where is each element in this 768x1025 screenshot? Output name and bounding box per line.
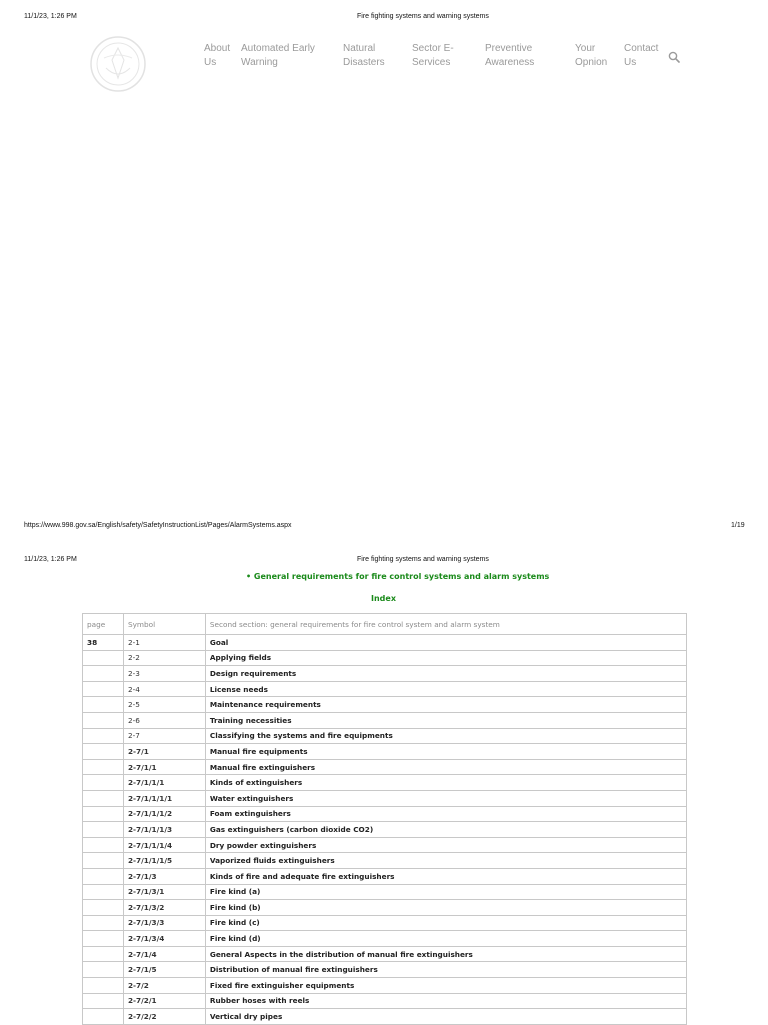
row-page	[83, 744, 124, 760]
row-symbol: 2-7/1/1/1/2	[123, 806, 205, 822]
row-title: Foam extinguishers	[205, 806, 686, 822]
row-symbol: 2-7/1	[123, 744, 205, 760]
search-button[interactable]	[668, 50, 682, 64]
row-symbol: 2-2	[123, 650, 205, 666]
row-page	[83, 681, 124, 697]
nav-label-line2: Warning	[241, 57, 278, 68]
row-title: Manual fire equipments	[205, 744, 686, 760]
search-icon	[668, 51, 680, 63]
row-title: Applying fields	[205, 650, 686, 666]
row-symbol: 2-7	[123, 728, 205, 744]
site-logo[interactable]	[88, 34, 148, 94]
row-symbol: 2-7/1/1/1/3	[123, 822, 205, 838]
column-header-symbol: Symbol	[123, 614, 205, 635]
row-title: Fire kind (d)	[205, 931, 686, 947]
row-symbol: 2-6	[123, 712, 205, 728]
nav-label-line2: Disasters	[343, 57, 385, 68]
table-row	[83, 868, 687, 884]
row-title: Dry powder extinguishers	[205, 837, 686, 853]
row-title: Design requirements	[205, 666, 686, 682]
row-symbol: 2-7/1/5	[123, 962, 205, 978]
row-symbol: 2-7/2/1	[123, 993, 205, 1009]
table-row	[83, 962, 687, 978]
table-row	[83, 650, 687, 666]
row-symbol: 2-7/1/1	[123, 759, 205, 775]
section-heading: • General requirements for fire control systems and alarm systems	[246, 572, 550, 581]
row-symbol: 2-5	[123, 697, 205, 713]
row-title: Kinds of extinguishers	[205, 775, 686, 791]
row-page	[83, 853, 124, 869]
row-symbol: 2-7/1/3/4	[123, 931, 205, 947]
table-row	[83, 946, 687, 962]
table-row	[83, 900, 687, 916]
table-row	[83, 759, 687, 775]
nav-contact-us[interactable]	[624, 42, 658, 70]
index-label: Index	[371, 594, 396, 603]
table-row	[83, 681, 687, 697]
row-symbol: 2-7/1/1/1/5	[123, 853, 205, 869]
row-title: Rubber hoses with reels	[205, 993, 686, 1009]
table-header-row	[83, 614, 687, 635]
nav-natural-disasters[interactable]	[343, 42, 385, 70]
table-row	[83, 978, 687, 994]
nav-label-line1: Natural	[343, 43, 376, 54]
table-row	[83, 1009, 687, 1025]
nav-preventive-awareness[interactable]	[485, 42, 534, 70]
row-symbol: 2-3	[123, 666, 205, 682]
nav-label-line1: About	[204, 43, 231, 54]
row-page	[83, 962, 124, 978]
print-page-title: Fire fighting systems and warning systems	[357, 556, 489, 563]
nav-label-line2: Opnion	[575, 57, 608, 68]
row-title: Gas extinguishers (carbon dioxide CO2)	[205, 822, 686, 838]
table-row	[83, 931, 687, 947]
row-title: License needs	[205, 681, 686, 697]
print-url: https://www.998.gov.sa/English/safety/SafetyInstructionList/Pages/AlarmSystems.aspx	[24, 522, 292, 529]
row-page	[83, 1009, 124, 1025]
row-page: 38	[83, 635, 124, 651]
table-row	[83, 993, 687, 1009]
row-symbol: 2-7/1/3/3	[123, 915, 205, 931]
row-title: Goal	[205, 635, 686, 651]
table-row	[83, 853, 687, 869]
row-page	[83, 650, 124, 666]
table-row	[83, 884, 687, 900]
row-title: Fire kind (c)	[205, 915, 686, 931]
row-page	[83, 666, 124, 682]
row-symbol: 2-7/1/4	[123, 946, 205, 962]
row-title: Classifying the systems and fire equipments	[205, 728, 686, 744]
column-header-section: Second section: general requirements for fire control system and alarm system	[205, 614, 686, 635]
row-symbol: 2-1	[123, 635, 205, 651]
row-page	[83, 790, 124, 806]
row-page	[83, 775, 124, 791]
row-page	[83, 837, 124, 853]
row-page	[83, 728, 124, 744]
row-title: Maintenance requirements	[205, 697, 686, 713]
column-header-page: page	[83, 614, 124, 635]
row-title: Fixed fire extinguisher equipments	[205, 978, 686, 994]
nav-automated-early-warning[interactable]	[241, 42, 315, 70]
row-symbol: 2-7/1/1/1/1	[123, 790, 205, 806]
nav-label-line1: Automated Early	[241, 43, 315, 54]
row-page	[83, 884, 124, 900]
table-row	[83, 775, 687, 791]
row-symbol: 2-7/2/2	[123, 1009, 205, 1025]
row-title: Fire kind (b)	[205, 900, 686, 916]
print-datetime: 11/1/23, 1:26 PM	[24, 13, 77, 20]
row-page	[83, 931, 124, 947]
row-page	[83, 759, 124, 775]
nav-your-opnion[interactable]	[575, 42, 607, 70]
print-datetime: 11/1/23, 1:26 PM	[24, 556, 77, 563]
table-row	[83, 728, 687, 744]
row-page	[83, 822, 124, 838]
row-page	[83, 946, 124, 962]
index-table	[82, 613, 687, 1025]
nav-sector-e-services[interactable]	[412, 42, 454, 70]
row-page	[83, 712, 124, 728]
row-title: Training necessities	[205, 712, 686, 728]
row-page	[83, 993, 124, 1009]
nav-label-line2: Us	[204, 57, 217, 68]
row-symbol: 2-7/1/3/2	[123, 900, 205, 916]
nav-label-line1: Your	[575, 43, 596, 54]
row-page	[83, 868, 124, 884]
row-title: Vertical dry pipes	[205, 1009, 686, 1025]
row-title: Manual fire extinguishers	[205, 759, 686, 775]
nav-label-line1: Contact	[624, 43, 659, 54]
nav-label-line1: Preventive	[485, 43, 533, 54]
row-page	[83, 978, 124, 994]
main-nav	[204, 42, 684, 72]
row-page	[83, 697, 124, 713]
row-symbol: 2-7/2	[123, 978, 205, 994]
table-row	[83, 837, 687, 853]
nav-label-line2: Awareness	[485, 57, 535, 68]
table-row	[83, 822, 687, 838]
print-page-title: Fire fighting systems and warning systems	[357, 13, 489, 20]
nav-label-line1: Sector E-	[412, 43, 454, 54]
table-row	[83, 697, 687, 713]
row-symbol: 2-7/1/1/1	[123, 775, 205, 791]
row-page	[83, 900, 124, 916]
emblem-icon	[88, 34, 148, 94]
row-title: General Aspects in the distribution of manual fire extinguishers	[205, 946, 686, 962]
table-row	[83, 915, 687, 931]
row-symbol: 2-7/1/1/1/4	[123, 837, 205, 853]
row-symbol: 2-7/1/3	[123, 868, 205, 884]
table-row	[83, 666, 687, 682]
row-title: Fire kind (a)	[205, 884, 686, 900]
row-symbol: 2-7/1/3/1	[123, 884, 205, 900]
row-symbol: 2-4	[123, 681, 205, 697]
row-page	[83, 915, 124, 931]
row-title: Distribution of manual fire extinguishers	[205, 962, 686, 978]
nav-label-line2: Services	[412, 57, 451, 68]
table-row	[83, 712, 687, 728]
table-row	[83, 635, 687, 651]
nav-label-line2: Us	[624, 57, 637, 68]
table-row	[83, 806, 687, 822]
table-row	[83, 744, 687, 760]
table-row	[83, 790, 687, 806]
row-title: Kinds of fire and adequate fire extinguishers	[205, 868, 686, 884]
row-page	[83, 806, 124, 822]
nav-about-us[interactable]	[204, 42, 230, 70]
row-title: Vaporized fluids extinguishers	[205, 853, 686, 869]
row-title: Water extinguishers	[205, 790, 686, 806]
print-page-number: 1/19	[731, 522, 745, 529]
